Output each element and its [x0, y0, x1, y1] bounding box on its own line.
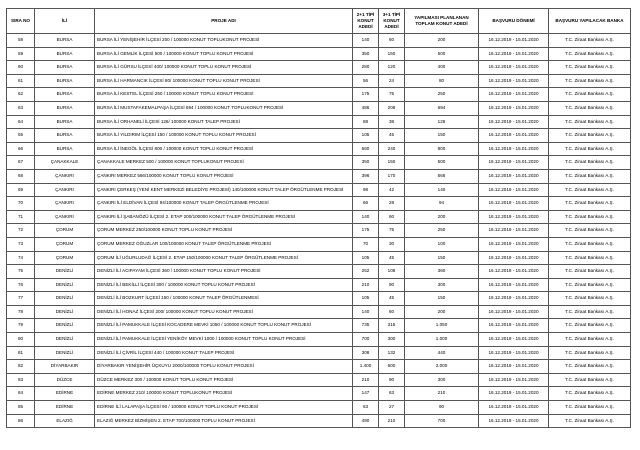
cell-banka: T.C. Ziraat Bankası A.Ş. — [549, 305, 631, 319]
cell-donem: 16.12.2019 - 15.01.2020 — [479, 373, 549, 387]
cell-toplam: 90 — [405, 401, 479, 415]
cell-sira-no: 78 — [7, 305, 35, 319]
cell-toplam: 500 — [405, 156, 479, 170]
cell-sira-no: 61 — [7, 74, 35, 88]
cell-sira-no: 76 — [7, 278, 35, 292]
cell-konut-2-1: 88 — [353, 115, 379, 129]
cell-banka: T.C. Ziraat Bankası A.Ş. — [549, 47, 631, 61]
cell-toplam: 126 — [405, 115, 479, 129]
cell-konut-3-1: 90 — [379, 373, 405, 387]
table-row — [7, 278, 631, 292]
cell-proje-adi: ELAZIĞ MERKEZ BİZMİŞEN 2. ETAP 700/100000 TOPLU KONUT PROJESİ — [95, 414, 353, 428]
cell-konut-3-1: 28 — [379, 197, 405, 211]
cell-konut-3-1: 45 — [379, 129, 405, 143]
cell-konut-3-1: 210 — [379, 414, 405, 428]
cell-proje-adi: BURSA İLİ GEMLİK İLÇESİ 500 / 100000 KONUT TOPLU KONUT PROJESİ — [95, 47, 353, 61]
cell-proje-adi: DENİZLİ İLİ HONAZ İLÇESİ 200/ 100000 KONUT TOPLU KONUT PROJESİ — [95, 305, 353, 319]
cell-toplam: 700 — [405, 414, 479, 428]
cell-toplam: 250 — [405, 88, 479, 102]
cell-toplam: 400 — [405, 61, 479, 75]
table-row — [7, 142, 631, 156]
table-row — [7, 169, 631, 183]
cell-banka: T.C. Ziraat Bankası A.Ş. — [549, 251, 631, 265]
cell-il: DENİZLİ — [35, 333, 95, 347]
cell-proje-adi: ÇANAKKALE MERKEZ 500 / 100000 KONUT TOPLUKONUT PROJESİ — [95, 156, 353, 170]
cell-sira-no: 77 — [7, 292, 35, 306]
cell-sira-no: 68 — [7, 169, 35, 183]
cell-toplam: 200 — [405, 210, 479, 224]
cell-donem: 16.12.2019 - 15.01.2020 — [479, 156, 549, 170]
cell-il: DİYARBAKIR — [35, 360, 95, 374]
cell-il: ÇANKIRI — [35, 169, 95, 183]
cell-banka: T.C. Ziraat Bankası A.Ş. — [549, 169, 631, 183]
table-row — [7, 373, 631, 387]
table-row — [7, 61, 631, 75]
table-row — [7, 346, 631, 360]
table-row — [7, 197, 631, 211]
cell-konut-2-1: 70 — [353, 237, 379, 251]
cell-proje-adi: DENİZLİ İLİ ÇİVRİL İLÇESİ 440 / 100000 KONUT TALEP PROJESİ — [95, 346, 353, 360]
cell-donem: 16.12.2019 - 15.01.2020 — [479, 101, 549, 115]
header-konut-2-1: 2+1 TİPİ KONUT ADEDİ — [353, 9, 379, 34]
table-row — [7, 34, 631, 48]
cell-proje-adi: ÇANKIRI ÇERKEŞ (YENİ KENT MERKEZİ BELEDİYE PROJESİ) 140/100000 KONUT TALEP ÖRGÜTLENME PROJESİ — [95, 183, 353, 197]
cell-konut-3-1: 42 — [379, 183, 405, 197]
cell-donem: 16.12.2019 - 15.01.2020 — [479, 305, 549, 319]
cell-sira-no: 81 — [7, 346, 35, 360]
cell-banka: T.C. Ziraat Bankası A.Ş. — [549, 292, 631, 306]
cell-sira-no: 82 — [7, 360, 35, 374]
cell-proje-adi: BURSA İLİ MUSTAFAKEMALPAŞA İLÇESİ 694 / 100000 KONUT TOPLUKONUT PROJESİ — [95, 101, 353, 115]
cell-sira-no: 79 — [7, 319, 35, 333]
cell-konut-3-1: 63 — [379, 387, 405, 401]
cell-donem: 16.12.2019 - 15.01.2020 — [479, 333, 549, 347]
cell-sira-no: 63 — [7, 101, 35, 115]
cell-konut-2-1: 63 — [353, 401, 379, 415]
table-row — [7, 414, 631, 428]
cell-donem: 16.12.2019 - 15.01.2020 — [479, 74, 549, 88]
cell-proje-adi: DENİZLİ İLİ BEKİLLİ İLÇESİ 300 / 100000 KONUT TOPLU KONUT PROJESİ — [95, 278, 353, 292]
cell-donem: 16.12.2019 - 15.01.2020 — [479, 88, 549, 102]
cell-banka: T.C. Ziraat Bankası A.Ş. — [549, 210, 631, 224]
cell-il: BURSA — [35, 47, 95, 61]
cell-konut-3-1: 45 — [379, 251, 405, 265]
cell-toplam: 300 — [405, 278, 479, 292]
cell-toplam: 800 — [405, 142, 479, 156]
cell-banka: T.C. Ziraat Bankası A.Ş. — [549, 414, 631, 428]
cell-il: ÇANKIRI — [35, 210, 95, 224]
cell-donem: 16.12.2019 - 15.01.2020 — [479, 360, 549, 374]
cell-proje-adi: BURSA İLİ YENİŞEHİR İLÇESİ 200 / 100000 KONUT TOPLUKONUT PROJESİ — [95, 34, 353, 48]
cell-sira-no: 74 — [7, 251, 35, 265]
cell-konut-3-1: 90 — [379, 278, 405, 292]
cell-konut-3-1: 27 — [379, 401, 405, 415]
cell-sira-no: 65 — [7, 129, 35, 143]
cell-toplam: 200 — [405, 34, 479, 48]
cell-toplam: 150 — [405, 129, 479, 143]
cell-banka: T.C. Ziraat Bankası A.Ş. — [549, 74, 631, 88]
cell-donem: 16.12.2019 - 15.01.2020 — [479, 387, 549, 401]
cell-konut-2-1: 175 — [353, 88, 379, 102]
table-row — [7, 265, 631, 279]
cell-konut-2-1: 105 — [353, 129, 379, 143]
cell-konut-2-1: 350 — [353, 156, 379, 170]
cell-konut-3-1: 45 — [379, 292, 405, 306]
cell-sira-no: 75 — [7, 265, 35, 279]
cell-il: BURSA — [35, 115, 95, 129]
cell-konut-2-1: 210 — [353, 373, 379, 387]
cell-konut-3-1: 75 — [379, 88, 405, 102]
cell-banka: T.C. Ziraat Bankası A.Ş. — [549, 88, 631, 102]
cell-konut-3-1: 150 — [379, 47, 405, 61]
cell-sira-no: 83 — [7, 373, 35, 387]
cell-toplam: 2.000 — [405, 360, 479, 374]
cell-toplam: 100 — [405, 237, 479, 251]
cell-konut-3-1: 38 — [379, 115, 405, 129]
cell-toplam: 440 — [405, 346, 479, 360]
cell-banka: T.C. Ziraat Bankası A.Ş. — [549, 183, 631, 197]
cell-sira-no: 73 — [7, 237, 35, 251]
cell-donem: 16.12.2019 - 15.01.2020 — [479, 224, 549, 238]
cell-banka: T.C. Ziraat Bankası A.Ş. — [549, 387, 631, 401]
cell-konut-2-1: 147 — [353, 387, 379, 401]
header-donem: BAŞVURU DÖNEMİ — [479, 9, 549, 34]
cell-proje-adi: DENİZLİ İLİ PAMUKKALE İLÇESİ YENİKÖY MEVKİ 1000 / 100000 KONUT TOPLU KONUT PROJESİ — [95, 333, 353, 347]
cell-sira-no: 67 — [7, 156, 35, 170]
cell-konut-3-1: 315 — [379, 319, 405, 333]
cell-konut-2-1: 140 — [353, 305, 379, 319]
cell-banka: T.C. Ziraat Bankası A.Ş. — [549, 34, 631, 48]
cell-sira-no: 85 — [7, 401, 35, 415]
cell-banka: T.C. Ziraat Bankası A.Ş. — [549, 224, 631, 238]
cell-konut-3-1: 208 — [379, 101, 405, 115]
cell-sira-no: 71 — [7, 210, 35, 224]
cell-konut-2-1: 252 — [353, 265, 379, 279]
cell-konut-3-1: 108 — [379, 265, 405, 279]
cell-donem: 16.12.2019 - 15.01.2020 — [479, 183, 549, 197]
cell-konut-3-1: 60 — [379, 34, 405, 48]
cell-toplam: 250 — [405, 224, 479, 238]
cell-sira-no: 62 — [7, 88, 35, 102]
cell-proje-adi: ÇANKIRI İLİ ŞABANÖZÜ İLÇESİ 2. ETAP 200/100000 KONUT TALEP ÖRGÜTLENME PROJESİ — [95, 210, 353, 224]
table-row — [7, 319, 631, 333]
cell-donem: 16.12.2019 - 15.01.2020 — [479, 115, 549, 129]
cell-banka: T.C. Ziraat Bankası A.Ş. — [549, 197, 631, 211]
cell-konut-2-1: 700 — [353, 333, 379, 347]
housing-projects-table — [6, 8, 631, 428]
cell-sira-no: 59 — [7, 47, 35, 61]
cell-proje-adi: BURSA İLİ HARMANCIK İLÇESİ 80/ 100000 KONUT TOPLU KONUT PROJESİ — [95, 74, 353, 88]
cell-donem: 16.12.2019 - 15.01.2020 — [479, 265, 549, 279]
cell-banka: T.C. Ziraat Bankası A.Ş. — [549, 156, 631, 170]
table-row — [7, 224, 631, 238]
cell-konut-3-1: 150 — [379, 156, 405, 170]
cell-il: ÇORUM — [35, 251, 95, 265]
cell-donem: 16.12.2019 - 15.01.2020 — [479, 129, 549, 143]
cell-banka: T.C. Ziraat Bankası A.Ş. — [549, 237, 631, 251]
cell-banka: T.C. Ziraat Bankası A.Ş. — [549, 319, 631, 333]
cell-il: DENİZLİ — [35, 319, 95, 333]
table-row — [7, 88, 631, 102]
table-header — [7, 9, 631, 34]
cell-toplam: 150 — [405, 292, 479, 306]
cell-banka: T.C. Ziraat Bankası A.Ş. — [549, 129, 631, 143]
cell-donem: 16.12.2019 - 15.01.2020 — [479, 414, 549, 428]
cell-proje-adi: DENİZLİ İLİ BOZKURT İLÇESİ 150 / 100000 KONUT TALEP ÖRGÜTLENMESİ — [95, 292, 353, 306]
cell-konut-3-1: 75 — [379, 224, 405, 238]
cell-il: DENİZLİ — [35, 346, 95, 360]
cell-il: DÜZCE — [35, 373, 95, 387]
cell-banka: T.C. Ziraat Bankası A.Ş. — [549, 142, 631, 156]
cell-konut-3-1: 600 — [379, 360, 405, 374]
cell-banka: T.C. Ziraat Bankası A.Ş. — [549, 278, 631, 292]
cell-toplam: 80 — [405, 74, 479, 88]
cell-donem: 16.12.2019 - 15.01.2020 — [479, 169, 549, 183]
cell-donem: 16.12.2019 - 15.01.2020 — [479, 278, 549, 292]
header-sira-no: SIRA NO — [7, 9, 35, 34]
table-body — [7, 34, 631, 428]
cell-konut-3-1: 60 — [379, 210, 405, 224]
cell-proje-adi: BURSA İLİ YILDIRIM İLÇESİ 150 / 100000 KONUT TOPLU KONUT PROJESİ — [95, 129, 353, 143]
cell-proje-adi: DENİZLİ İLİ PAMUKKALE İLÇESİ KOCADERE MEVKİ 1050 / 100000 KONUT TOPLU KONUT PROJESİ — [95, 319, 353, 333]
cell-il: BURSA — [35, 61, 95, 75]
cell-il: BURSA — [35, 129, 95, 143]
cell-il: DENİZLİ — [35, 278, 95, 292]
cell-il: ÇANKIRI — [35, 183, 95, 197]
cell-donem: 16.12.2019 - 15.01.2020 — [479, 319, 549, 333]
cell-konut-2-1: 210 — [353, 278, 379, 292]
table-row — [7, 292, 631, 306]
cell-il: EDİRNE — [35, 401, 95, 415]
cell-il: ÇANAKKALE — [35, 156, 95, 170]
cell-il: DENİZLİ — [35, 305, 95, 319]
cell-banka: T.C. Ziraat Bankası A.Ş. — [549, 265, 631, 279]
cell-donem: 16.12.2019 - 15.01.2020 — [479, 251, 549, 265]
table-row — [7, 74, 631, 88]
cell-toplam: 500 — [405, 47, 479, 61]
cell-sira-no: 58 — [7, 34, 35, 48]
cell-toplam: 694 — [405, 101, 479, 115]
cell-il: ELAZIĞ — [35, 414, 95, 428]
cell-konut-3-1: 30 — [379, 237, 405, 251]
cell-konut-2-1: 98 — [353, 183, 379, 197]
cell-proje-adi: EDİRNE İLİ LALAPAŞA İLÇESİ 90 / 100000 KONUT TOPLU KONUT PROJESİ — [95, 401, 353, 415]
cell-proje-adi: BURSA İLİ İNEGÖL İLÇESİ 800 / 100000 KONUT TOPLU KONUT PROJESİ — [95, 142, 353, 156]
cell-banka: T.C. Ziraat Bankası A.Ş. — [549, 61, 631, 75]
cell-proje-adi: DİYARBAKIR YENİŞEHİR ÜÇKUYU 2000/100000 TOPLU KONUT PROJESİ — [95, 360, 353, 374]
cell-banka: T.C. Ziraat Bankası A.Ş. — [549, 346, 631, 360]
cell-il: EDİRNE — [35, 387, 95, 401]
cell-konut-2-1: 105 — [353, 251, 379, 265]
cell-il: BURSA — [35, 101, 95, 115]
header-row — [7, 9, 631, 34]
cell-donem: 16.12.2019 - 15.01.2020 — [479, 61, 549, 75]
cell-donem: 16.12.2019 - 15.01.2020 — [479, 47, 549, 61]
cell-banka: T.C. Ziraat Bankası A.Ş. — [549, 333, 631, 347]
cell-konut-2-1: 66 — [353, 197, 379, 211]
cell-proje-adi: BURSA İLİ GÜRSU İLÇESİ 400/ 100000 KONUT TOPLU KONUT PROJESİ — [95, 61, 353, 75]
cell-proje-adi: BURSA İLİ KESTEL İLÇESİ 250 / 100000 KONUT TOPLU KONUT PROJESİ — [95, 88, 353, 102]
table-row — [7, 360, 631, 374]
cell-proje-adi: EDİRNE MERKEZ 210/ 100000 KONUT TOPLUKONUT PROJESİ — [95, 387, 353, 401]
cell-toplam: 566 — [405, 169, 479, 183]
table-row — [7, 387, 631, 401]
header-banka: BAŞVURU YAPILACAK BANKA — [549, 9, 631, 34]
cell-konut-3-1: 300 — [379, 333, 405, 347]
table-row — [7, 210, 631, 224]
cell-konut-2-1: 56 — [353, 74, 379, 88]
table-row — [7, 183, 631, 197]
header-konut-3-1: 3+1 TİPİ KONUT ADEDİ — [379, 9, 405, 34]
cell-toplam: 1.050 — [405, 319, 479, 333]
cell-sira-no: 64 — [7, 115, 35, 129]
cell-il: DENİZLİ — [35, 265, 95, 279]
cell-sira-no: 69 — [7, 183, 35, 197]
cell-banka: T.C. Ziraat Bankası A.Ş. — [549, 115, 631, 129]
cell-banka: T.C. Ziraat Bankası A.Ş. — [549, 373, 631, 387]
cell-sira-no: 60 — [7, 61, 35, 75]
cell-proje-adi: ÇORUM MERKEZ OĞUZLAR 100/100000 KONUT TALEP ÖRGÜTLENME PROJESİ — [95, 237, 353, 251]
cell-toplam: 360 — [405, 265, 479, 279]
cell-banka: T.C. Ziraat Bankası A.Ş. — [549, 360, 631, 374]
cell-konut-2-1: 350 — [353, 47, 379, 61]
cell-il: BURSA — [35, 34, 95, 48]
cell-proje-adi: ÇANKIRI MERKEZ 566/100000 KONUT TOPLU KONUT PROJESİ — [95, 169, 353, 183]
cell-il: ÇANKIRI — [35, 197, 95, 211]
cell-donem: 16.12.2019 - 15.01.2020 — [479, 292, 549, 306]
cell-donem: 16.12.2019 - 15.01.2020 — [479, 142, 549, 156]
table-row — [7, 251, 631, 265]
table-row — [7, 129, 631, 143]
header-proje-adi: PROJE ADI — [95, 9, 353, 34]
cell-konut-2-1: 105 — [353, 292, 379, 306]
cell-banka: T.C. Ziraat Bankası A.Ş. — [549, 401, 631, 415]
cell-donem: 16.12.2019 - 15.01.2020 — [479, 210, 549, 224]
cell-sira-no: 80 — [7, 333, 35, 347]
header-il: İLİ — [35, 9, 95, 34]
table-row — [7, 47, 631, 61]
cell-sira-no: 70 — [7, 197, 35, 211]
cell-konut-3-1: 132 — [379, 346, 405, 360]
cell-il: BURSA — [35, 74, 95, 88]
cell-sira-no: 86 — [7, 414, 35, 428]
cell-donem: 16.12.2019 - 15.01.2020 — [479, 401, 549, 415]
cell-konut-2-1: 486 — [353, 101, 379, 115]
header-toplam: YAPILMASI PLANLANAN TOPLAM KONUT ADEDİ — [405, 9, 479, 34]
cell-konut-2-1: 735 — [353, 319, 379, 333]
cell-proje-adi: DENİZLİ İLİ ACIPAYAM İLÇESİ 360 / 100000 KONUT TOPLU KONUT PROJESİ — [95, 265, 353, 279]
cell-proje-adi: ÇORUM İLİ UĞURLUDAĞ İLÇESİ 2. ETAP 150/100000 KONUT TALEP ÖRGÜTLENME PROJESİ — [95, 251, 353, 265]
cell-konut-3-1: 60 — [379, 305, 405, 319]
cell-konut-2-1: 490 — [353, 414, 379, 428]
cell-donem: 16.12.2019 - 15.01.2020 — [479, 34, 549, 48]
cell-proje-adi: ÇANKIRI İLİ ELDİVAN İLÇESİ 94/100000 KONUT TALEP ÖRGÜTLENME PROJESİ — [95, 197, 353, 211]
cell-il: ÇORUM — [35, 237, 95, 251]
cell-banka: T.C. Ziraat Bankası A.Ş. — [549, 101, 631, 115]
cell-konut-2-1: 140 — [353, 210, 379, 224]
table-row — [7, 237, 631, 251]
table-row — [7, 333, 631, 347]
cell-konut-2-1: 140 — [353, 34, 379, 48]
cell-toplam: 150 — [405, 251, 479, 265]
cell-konut-2-1: 175 — [353, 224, 379, 238]
cell-sira-no: 84 — [7, 387, 35, 401]
cell-toplam: 300 — [405, 373, 479, 387]
cell-il: DENİZLİ — [35, 292, 95, 306]
cell-konut-2-1: 1.400 — [353, 360, 379, 374]
table-row — [7, 101, 631, 115]
cell-il: BURSA — [35, 88, 95, 102]
cell-toplam: 94 — [405, 197, 479, 211]
table-row — [7, 115, 631, 129]
cell-proje-adi: DÜZCE MERKEZ 300 / 100000 KONUT TOPLU KONUT PROJESİ — [95, 373, 353, 387]
cell-konut-2-1: 308 — [353, 346, 379, 360]
cell-proje-adi: ÇORUM MERKEZ 250/100000 KONUT TOPLU KONUT PROJESİ — [95, 224, 353, 238]
cell-proje-adi: BURSA İLİ ORHANELİ İLÇESİ 126/ 100000 KONUT TALEP PROJESİ — [95, 115, 353, 129]
cell-toplam: 200 — [405, 305, 479, 319]
cell-konut-2-1: 560 — [353, 142, 379, 156]
cell-il: ÇORUM — [35, 224, 95, 238]
table-row — [7, 156, 631, 170]
cell-konut-2-1: 280 — [353, 61, 379, 75]
cell-konut-3-1: 120 — [379, 61, 405, 75]
cell-konut-2-1: 396 — [353, 169, 379, 183]
cell-toplam: 140 — [405, 183, 479, 197]
cell-sira-no: 72 — [7, 224, 35, 238]
cell-konut-3-1: 170 — [379, 169, 405, 183]
cell-il: BURSA — [35, 142, 95, 156]
cell-toplam: 210 — [405, 387, 479, 401]
cell-toplam: 1.000 — [405, 333, 479, 347]
cell-donem: 16.12.2019 - 15.01.2020 — [479, 346, 549, 360]
table-row — [7, 401, 631, 415]
cell-donem: 16.12.2019 - 15.01.2020 — [479, 237, 549, 251]
cell-konut-3-1: 24 — [379, 74, 405, 88]
cell-konut-3-1: 240 — [379, 142, 405, 156]
table-row — [7, 305, 631, 319]
cell-sira-no: 66 — [7, 142, 35, 156]
cell-donem: 16.12.2019 - 15.01.2020 — [479, 197, 549, 211]
